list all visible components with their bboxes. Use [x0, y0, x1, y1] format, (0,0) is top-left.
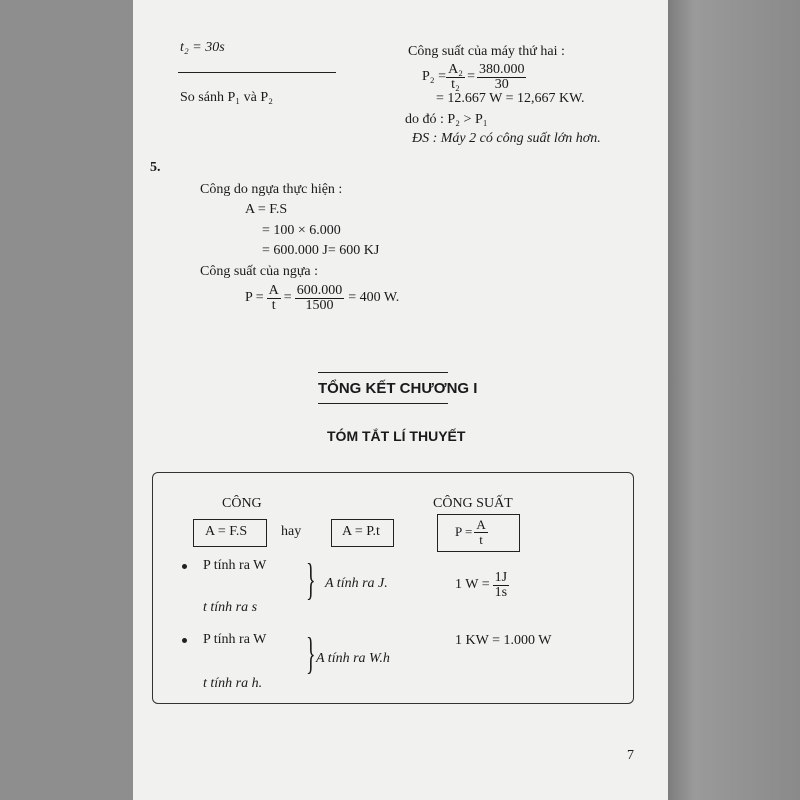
row1-p-unit: P tính ra W — [203, 558, 267, 573]
row1-unit-fraction — [493, 571, 509, 600]
power2-lhs: P₂ = — [422, 69, 447, 84]
row2-p-unit: P tính ra W — [203, 632, 267, 647]
congsuat-formula — [455, 516, 488, 548]
cong-label: CÔNG — [222, 496, 262, 511]
power-heading: Công suất của ngựa : — [200, 264, 319, 279]
chapter-underline — [318, 403, 448, 404]
work-heading: Công do ngựa thực hiện : — [200, 182, 343, 197]
frac-denominator: t — [271, 297, 276, 313]
frac-denominator: 30 — [494, 76, 509, 92]
frac-numerator: A — [268, 282, 279, 298]
row1-t-unit: t tính ra s — [203, 600, 258, 615]
frac-denominator: 1s — [494, 584, 508, 600]
power-equation: P = $\frac{A}{t}$ = $\frac{600.000}{1500}$ = 400 W. — [245, 282, 400, 313]
row1-unit-lhs: 1 W = — [455, 577, 490, 592]
book-edge-shadow — [668, 0, 800, 800]
problem-number: 5. — [150, 160, 161, 175]
alt-formula: A = P.t — [342, 524, 380, 539]
row1-unit-equation — [455, 567, 509, 603]
work-line-1: A = F.S — [245, 202, 288, 217]
power-result: = 400 W. — [348, 290, 400, 305]
answer-text: ĐS : Máy 2 có công suất lớn hơn. — [412, 131, 601, 146]
power-fraction-2 — [295, 284, 345, 313]
comparison-result: do đó : P₂ > P₁ — [405, 112, 488, 127]
frac-numerator: A₂ — [448, 61, 464, 77]
divider-line — [178, 72, 336, 73]
frac-denominator: t — [479, 531, 483, 547]
power-lhs: P = — [245, 290, 264, 305]
frac-numerator: 380.000 — [478, 61, 525, 77]
congsuat-fraction — [474, 518, 487, 547]
t2-line: t₂ = 30s — [180, 40, 225, 55]
chapter-title: TỔNG KẾT CHƯƠNG I — [318, 380, 478, 397]
frac-numerator: 1J — [494, 569, 508, 585]
chapter-overline — [318, 372, 448, 373]
section-subtitle: TÓM TẮT LÍ THUYẾT — [327, 428, 466, 444]
row2-t-unit: t tính ra h. — [203, 676, 263, 691]
work-line-3: = 600.000 J= 600 KJ — [262, 243, 380, 258]
page-number: 7 — [627, 748, 634, 763]
frac-denominator: 1500 — [305, 297, 334, 313]
hay-text: hay — [281, 524, 302, 539]
row2-unit-equation: 1 KW = 1.000 W — [455, 633, 552, 648]
work-line-2: = 100 × 6.000 — [262, 223, 341, 238]
cong-formula: A = F.S — [205, 524, 248, 539]
power2-fraction-2 — [477, 63, 527, 92]
power-fraction-1 — [267, 284, 281, 313]
frac-numerator: A — [476, 516, 486, 532]
row1-a-unit: A tính ra J. — [325, 576, 388, 591]
power2-equation: P₂ = $\frac{\text{A₂}}{\text{t₂}}$ = $\frac{380.000}{30}$ — [422, 61, 525, 92]
frac-numerator: 600.000 — [296, 282, 343, 298]
row2-a-unit: A tính ra W.h — [316, 651, 390, 666]
compare-text: So sánh P₁ và P₂ — [180, 90, 273, 105]
brace-icon: } — [306, 629, 316, 678]
congsuat-label: CÔNG SUẤT — [433, 496, 513, 511]
bullet-icon — [182, 564, 187, 569]
brace-icon: } — [306, 555, 316, 604]
power2-result: = 12.667 W = 12,667 KW. — [436, 91, 585, 106]
power2-fraction-1 — [446, 63, 465, 92]
congsuat-lhs: P = — [455, 524, 473, 539]
bullet-icon — [182, 638, 187, 643]
power2-heading: Công suất của máy thứ hai : — [408, 44, 565, 59]
frac-denominator: t₂ — [451, 76, 460, 92]
